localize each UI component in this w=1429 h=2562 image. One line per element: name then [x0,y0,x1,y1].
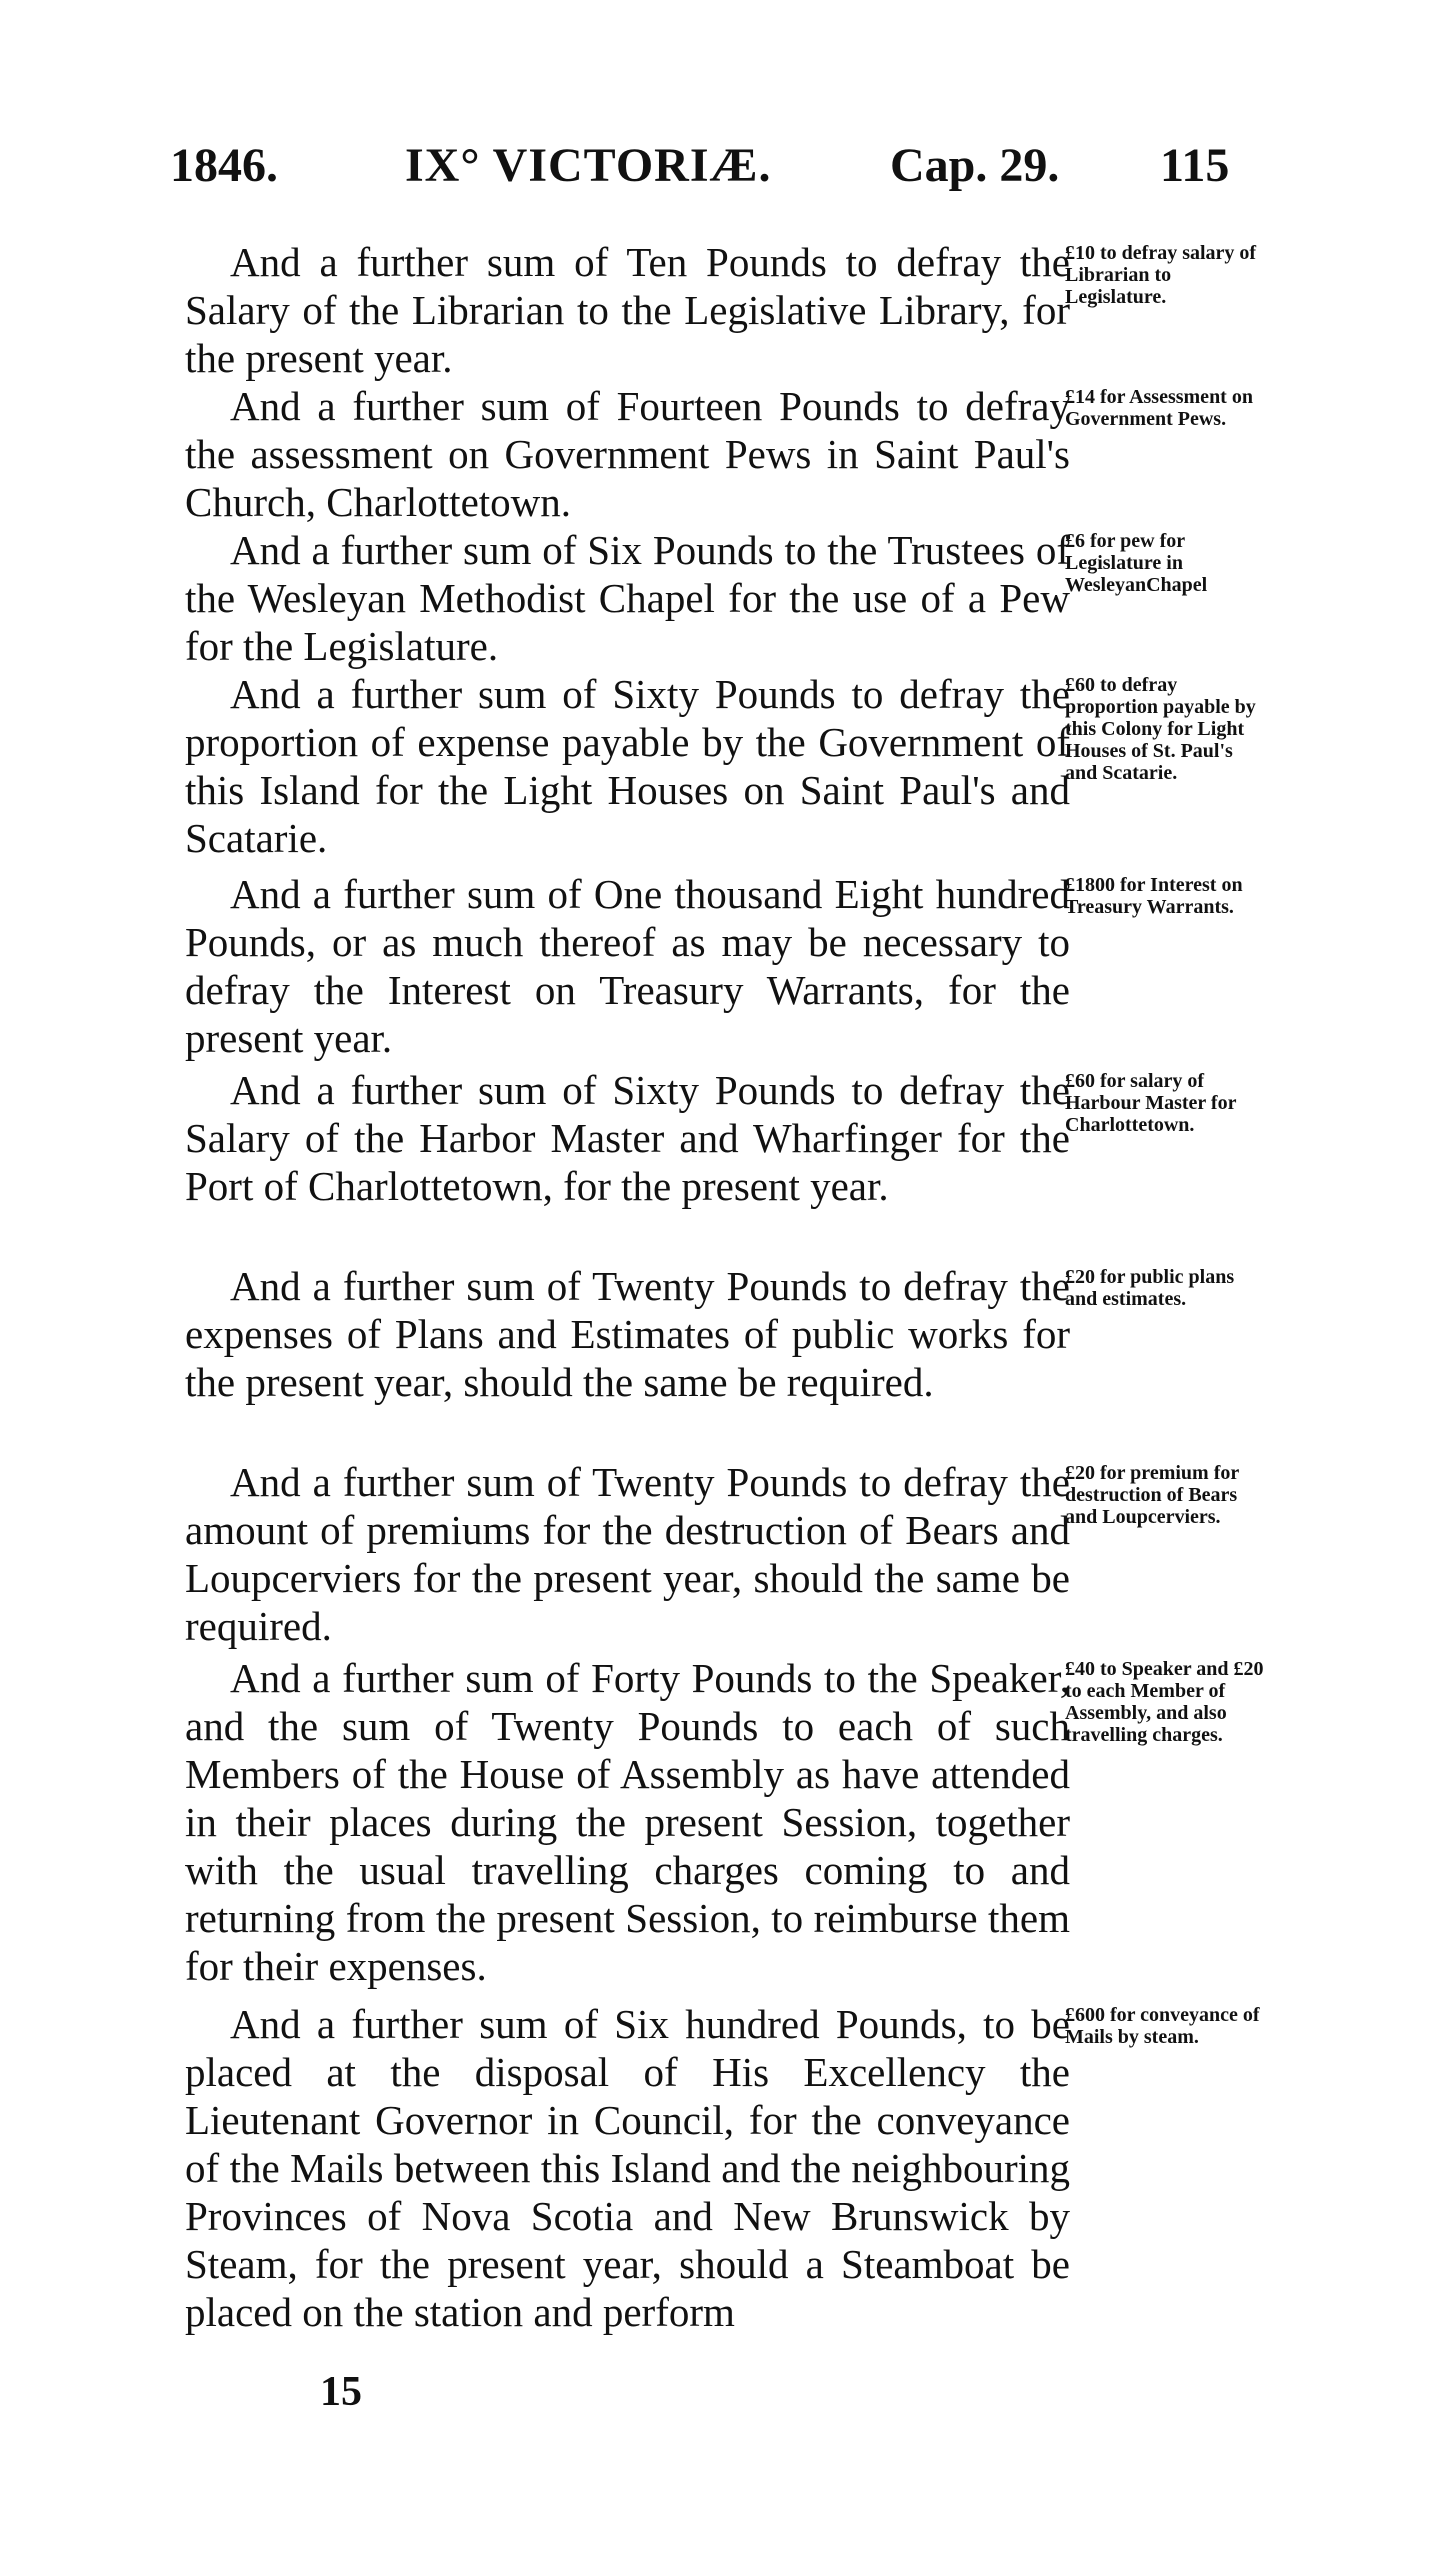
entry-plans-estimates [185,1262,1429,1406]
margin-note: £10 to defray salary of Librarian to Legislature. [1065,242,1257,308]
entry-text: And a further sum of Sixty Pounds to defray the Salary of the Harbor Master and Wharfinger for the Port of Charlottetown, for the present year. [185,1067,1070,1209]
margin-note: £600 for conveyance of Mails by steam. [1065,2004,1260,2048]
entry-speaker-members [185,1654,1429,1990]
page-number: 115 [1160,139,1230,192]
signature-mark: 15 [320,2369,362,2415]
entry-text: And a further sum of Six hundred Pounds, to be placed at the disposal of His Excellency the Lieutenant Governor in Council, for the conveyance of the Mails between this Island and the neighbouring Provinces of Nova Scotia and New Brunswick by Steam, for the present year, should a Steamboat be placed on the station and perform [185,2001,1070,2335]
entry-librarian [185,238,1429,382]
header-chapter: Cap. 29. [890,139,1060,192]
entry-text: And a further sum of Six Pounds to the Trustees of the Wesleyan Methodist Chapel for the use of a Pew for the Legislature. [185,527,1070,669]
margin-note: £60 to defray proportion payable by this Colony for Light Houses of St. Paul's and Scatarie. [1065,674,1256,784]
entry-text: And a further sum of Twenty Pounds to defray the amount of premiums for the destruction of Bears and Loupcerviers for the present year, should the same be required. [185,1459,1070,1649]
entry-text: And a further sum of One thousand Eight hundred Pounds, or as much thereof as may be necessary to defray the Interest on Treasury Warrants, for the present year. [185,871,1070,1061]
margin-note: £6 for pew for Legislature in WesleyanChapel [1065,530,1208,596]
header-title: IX° VICTORIÆ. [405,139,772,192]
entry-light-houses [185,670,1429,862]
entry-mails-steam [185,2000,1429,2336]
entry-premiums [185,1458,1429,1650]
entry-harbor-master [185,1066,1429,1210]
entry-text: And a further sum of Fourteen Pounds to defray the assessment on Government Pews in Saint Paul's Church, Charlottetown. [185,383,1070,525]
entry-text: And a further sum of Sixty Pounds to defray the proportion of expense payable by the Government of this Island for the Light Houses on Saint Paul's and Scatarie. [185,671,1070,861]
running-header [170,138,1250,208]
header-year: 1846. [170,139,278,192]
entry-treasury-warrants [185,870,1429,1062]
margin-note: £60 for salary of Harbour Master for Charlottetown. [1065,1070,1237,1136]
margin-note: £14 for Assessment on Government Pews. [1065,386,1253,430]
entry-wesleyan-pew [185,526,1429,670]
margin-note: £1800 for Interest on Treasury Warrants. [1065,874,1243,918]
margin-note: £20 for public plans and estimates. [1065,1266,1235,1310]
margin-note: £20 for premium for destruction of Bears and Loupcerviers. [1065,1462,1239,1528]
margin-note: £40 to Speaker and £20 to each Member of Assembly, and also travelling charges. [1065,1658,1264,1746]
entry-text: And a further sum of Twenty Pounds to defray the expenses of Plans and Estimates of public works for the present year, should the same be required. [185,1263,1070,1405]
entry-pews [185,382,1429,526]
entry-text: And a further sum of Forty Pounds to the Speaker, and the sum of Twenty Pounds to each of such Members of the House of Assembly as have attended in their places during the present Session, together with the usual travelling charges coming to and returning from the present Session, to reimburse them for their expenses. [185,1655,1070,1989]
entry-text: And a further sum of Ten Pounds to defray the Salary of the Librarian to the Legislative Library, for the present year. [185,239,1070,381]
